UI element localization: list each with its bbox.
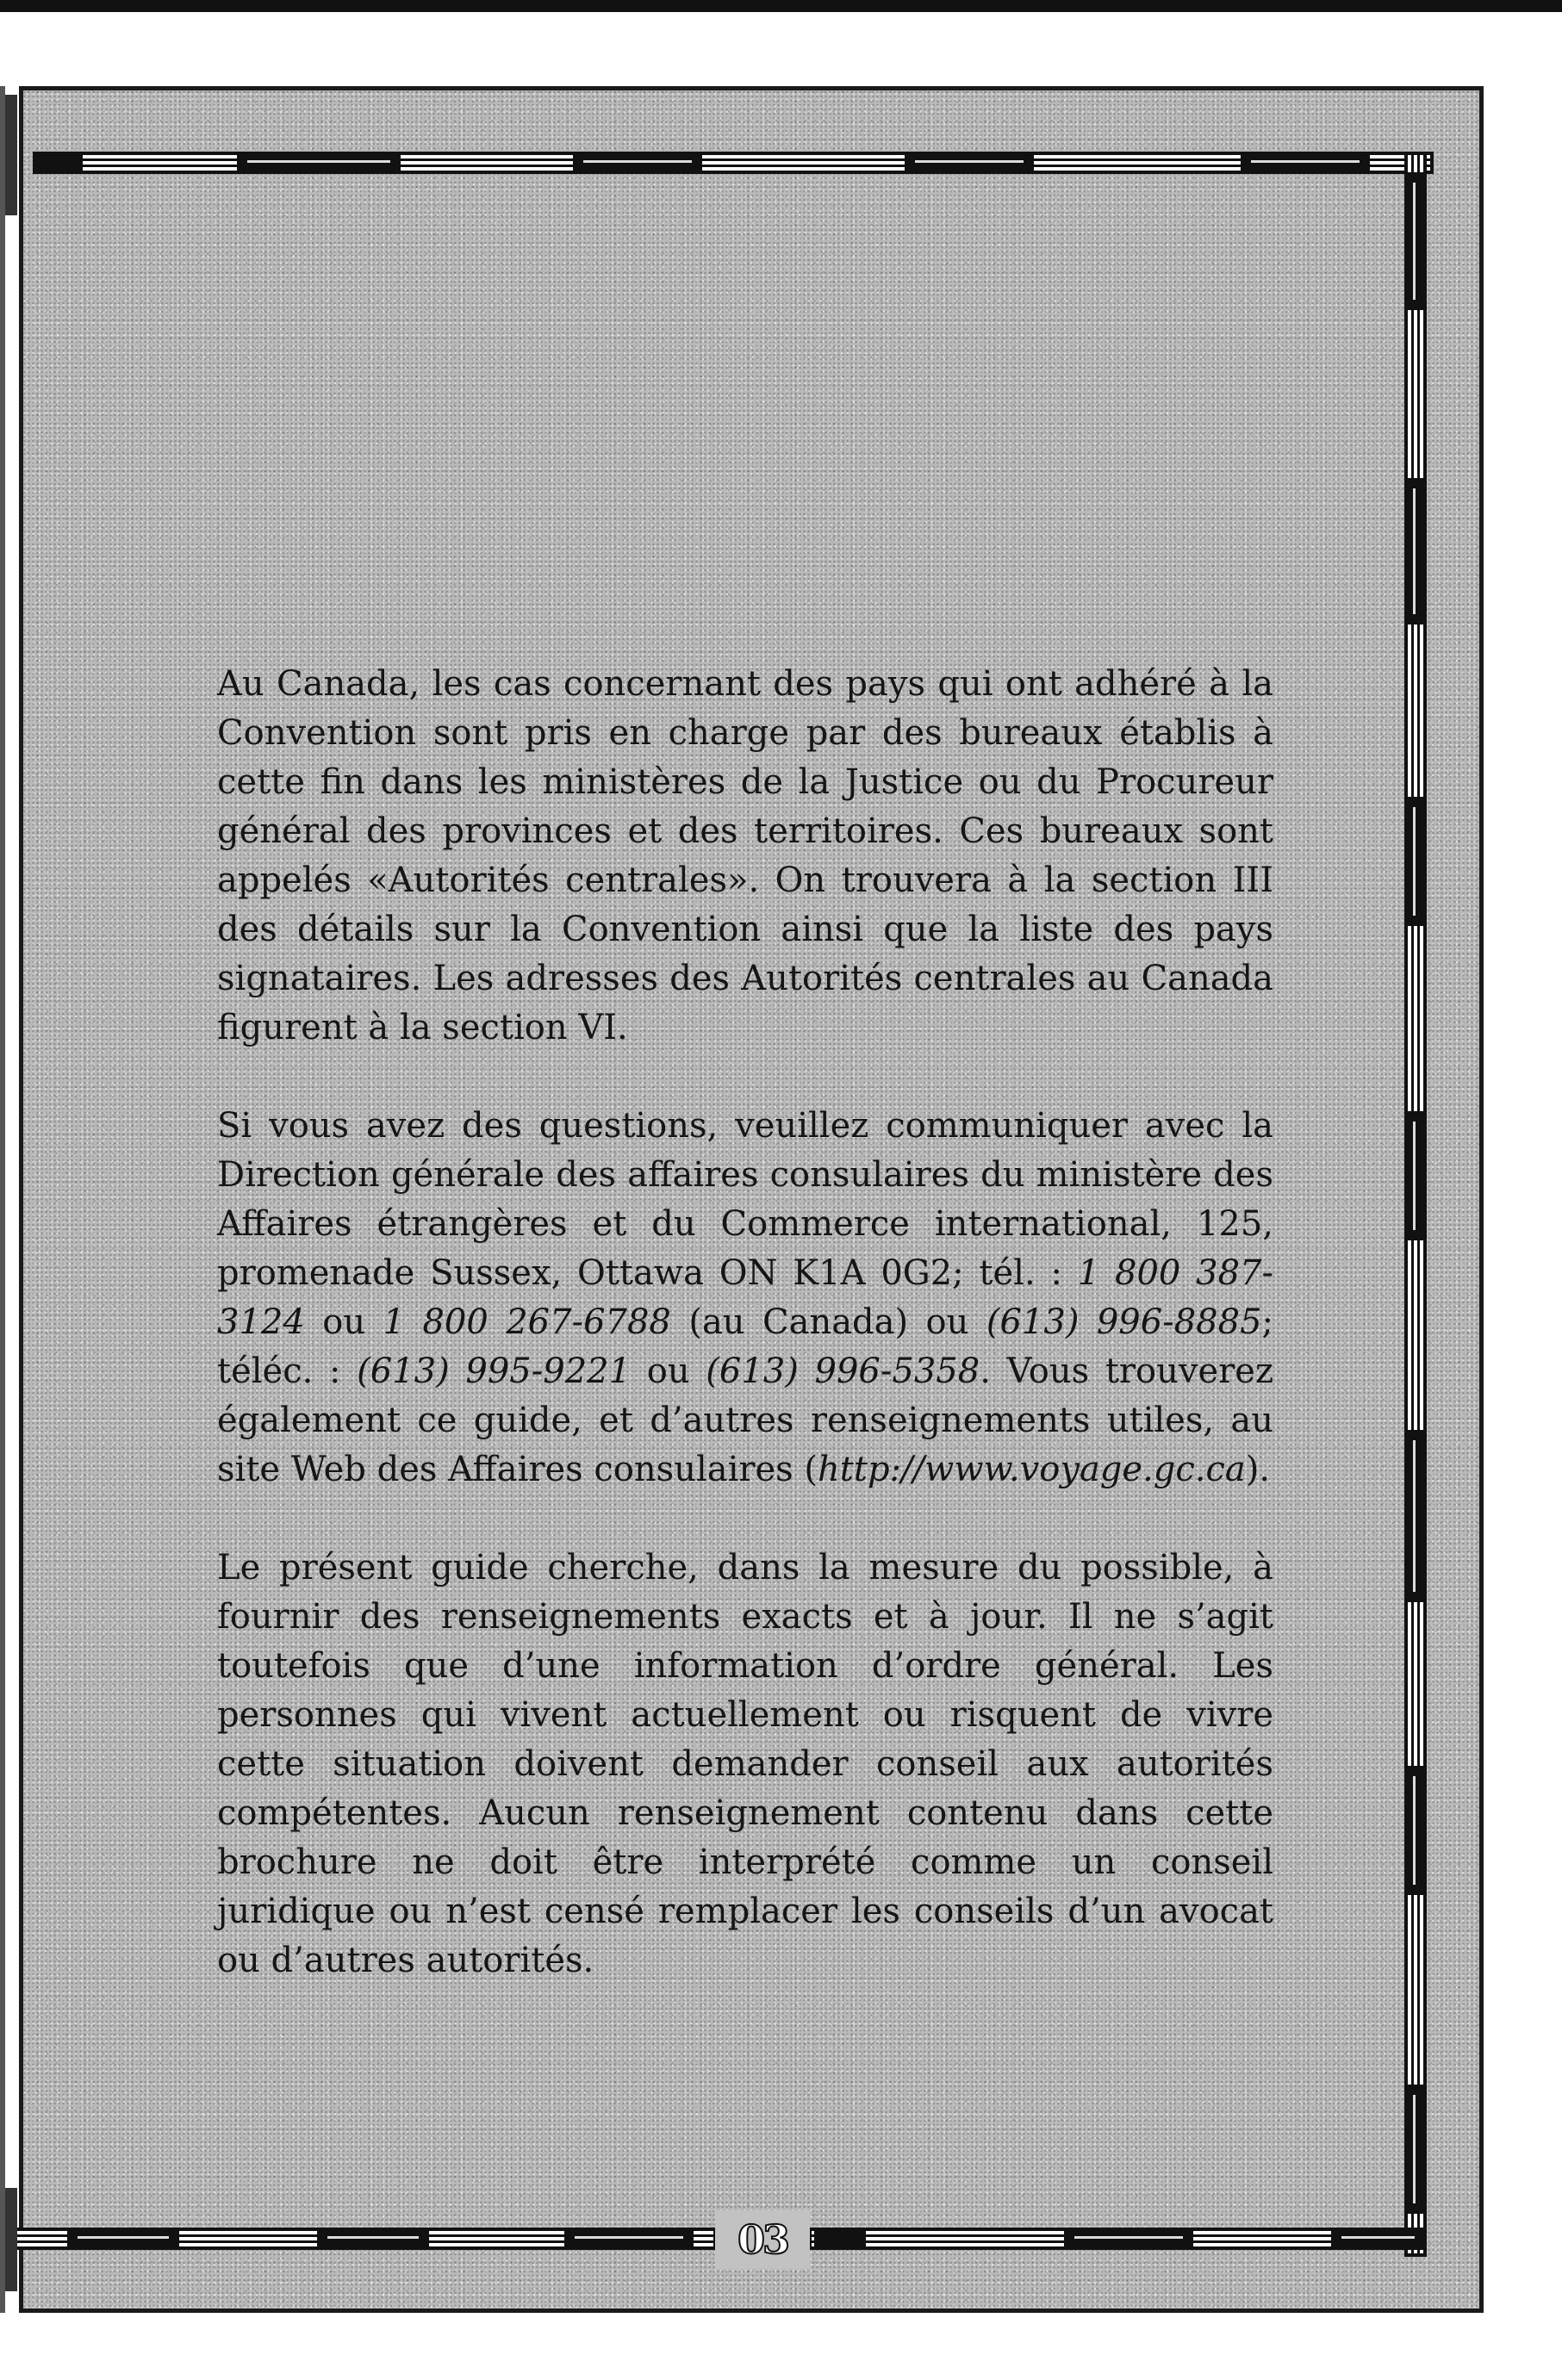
page-number-box bbox=[715, 2210, 810, 2269]
fax-number-2: (613) 996-5358 bbox=[706, 1352, 980, 1391]
paragraph-3-text: Le présent guide cherche, dans la mesure du possible, à fournir des renseignements exacts et à jour. Il ne s’agit toutefois que d’une information d’ordre général. Les personnes qui vivent actuellement ou risquent de vivre cette situation doivent demander conseil aux autorités compétentes. Aucun renseignement contenu dans cette brochure ne doit être interprété comme un conseil juridique ou n’est censé remplacer les conseils d’un avocat ou d’autres autorités. bbox=[217, 1548, 1273, 1980]
paragraph-2-text: Si vous avez des questions, veuillez communiquer avec la Direction générale des affaires consulaires du ministère des Affaires étrangères et du Commerce international, 125, promenade Sussex, Ottawa ON K1A 0G2; tél. : bbox=[217, 1106, 1273, 1293]
connector-text: ou bbox=[304, 1302, 383, 1342]
closing-text: ). bbox=[1245, 1450, 1271, 1489]
website-url: http://www.voyage.gc.ca bbox=[818, 1450, 1246, 1489]
left-binding-edge bbox=[0, 86, 17, 2313]
connector-text: ou bbox=[631, 1352, 706, 1391]
paragraph-central-authorities bbox=[217, 660, 1273, 1053]
paragraph-contact-information bbox=[217, 1102, 1273, 1494]
body-text bbox=[217, 660, 1273, 1985]
connector-text: (au Canada) ou bbox=[670, 1302, 986, 1342]
phone-number-3: (613) 996-8885 bbox=[986, 1302, 1262, 1342]
fax-number-1: (613) 995-9221 bbox=[357, 1352, 632, 1391]
frame-right-band bbox=[1406, 153, 1425, 2255]
frame-top-band bbox=[34, 153, 1432, 172]
paragraph-1-text: Au Canada, les cas concernant des pays qui ont adhéré à la Convention sont pris en charge par des bureaux établis à cette fin dans les ministères de la Justice ou du Procureur général des provinces et des territoires. Ces bureaux sont appelés «Autorités centrales». On trouvera à la section III des détails sur la Convention ainsi que la liste des pays signataires. Les adresses des Autorités centrales au Canada figurent à la section VI. bbox=[217, 664, 1273, 1047]
connector-text: ; téléc. : bbox=[217, 1302, 1274, 1391]
phone-number-1: 1 800 387-3124 bbox=[217, 1253, 1273, 1342]
paragraph-2-text-cont: . Vous trouverez également ce guide, et d’autres renseignements utiles, au site Web des Affaires consulaires ( bbox=[217, 1352, 1274, 1489]
phone-number-2: 1 800 267-6788 bbox=[383, 1302, 671, 1342]
paragraph-disclaimer bbox=[217, 1544, 1273, 1985]
page-number: 03 bbox=[737, 2216, 787, 2263]
frame-bottom-band bbox=[0, 2229, 1425, 2248]
